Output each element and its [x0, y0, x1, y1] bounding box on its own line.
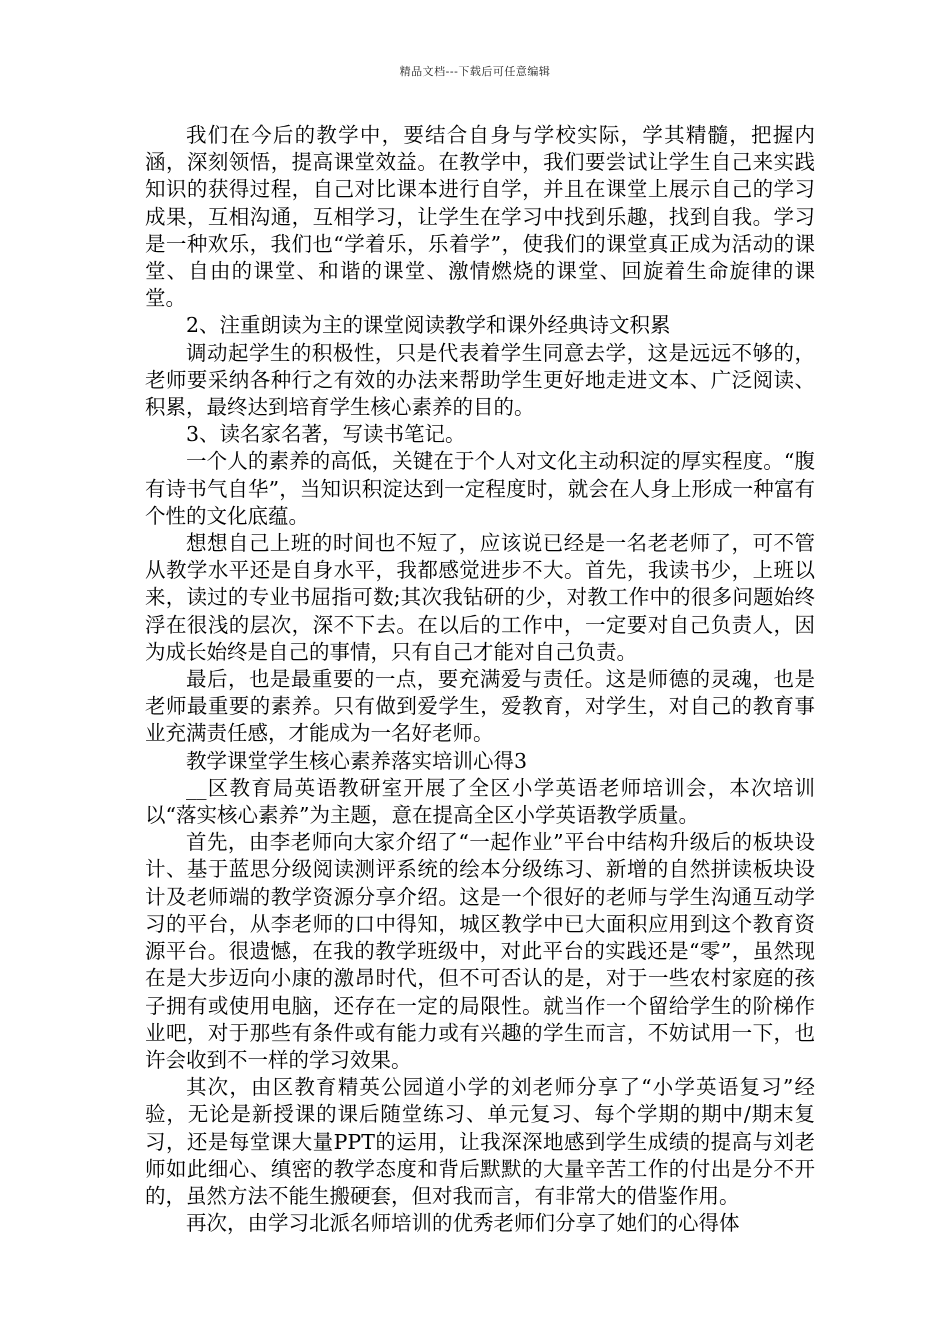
- document-body: [145, 122, 815, 1237]
- page-header: 精品文档---下载后可任意编辑: [399, 65, 551, 78]
- paragraph-5: 最后，也是最重要的一点，要充满爱与责任。这是师德的灵魂，也是老师最重要的素养。只有做到爱学生，爱教育，对学生，对自己的教育事业充满责任感，才能成为一名好老师。: [145, 667, 815, 746]
- paragraph-7: 首先，由李老师向大家介绍了“一起作业”平台中结构升级后的板块设计、基于蓝思分级阅读测评系统的绘本分级练习、新增的自然拼读板块设计及老师端的教学资源分享介绍。这是一个很好的老师与学生沟通互动学习的平台，从李老师的口中得知，城区教学中已大面积应用到这个教育资源平台。很遗憾，在我的教学班级中，对此平台的实践还是“零”，虽然现在是大步迈向小康的激昂时代，但不可否认的是，对于一些农村家庭的孩子拥有或使用电脑，还存在一定的局限性。就当作一个留给学生的阶梯作业吧，对于那些有条件或有能力或有兴趣的学生而言，不妨试用一下，也许会收到不一样的学习效果。: [145, 830, 815, 1072]
- paragraph-8: 其次，由区教育精英公园道小学的刘老师分享了“小学英语复习”经验，无论是新授课的课后随堂练习、单元复习、每个学期的期中/期末复习，还是每堂课大量PPT的运用，让我深深地感到学生成绩的提高与刘老师如此细心、缜密的教学态度和背后默默的大量辛苦工作的付出是分不开的，虽然方法不能生搬硬套，但对我而言，有非常大的借鉴作用。: [145, 1075, 815, 1208]
- paragraph-2: 调动起学生的积极性，只是代表着学生同意去学，这是远远不够的，老师要采纳各种行之有效的办法来帮助学生更好地走进文本、广泛阅读、积累，最终达到培育学生核心素养的目的。: [145, 340, 815, 420]
- paragraph-4: 想想自己上班的时间也不短了，应该说已经是一名老老师了，可不管从教学水平还是自身水平，我都感觉进步不大。首先，我读书少，上班以来，读过的专业书屈指可数;其次我钻研的少，对教工作中的很多问题始终浮在很浅的层次，深不下去。在以后的工作中，一定要对自己负责人，因为成长始终是自己的事情，只有自己才能对自己负责。: [145, 531, 815, 664]
- heading-point-2: 2、注重朗读为主的课堂阅读教学和课外经典诗文积累: [186, 313, 671, 338]
- heading-point-3: 3、读名家名著，写读书笔记。: [186, 422, 466, 447]
- section-title: 教学课堂学生核心素养落实培训心得3: [186, 748, 528, 773]
- paragraph-1: 我们在今后的教学中，要结合自身与学校实际，学其精髓，把握内涵，深刻领悟，提高课堂效益。在教学中，我们要尝试让学生自己来实践知识的获得过程，自己对比课本进行自学，并且在课堂上展示自己的学习成果，互相沟通，互相学习，让学生在学习中找到乐趣，找到自我。学习是一种欢乐，我们也“学着乐，乐着学”，使我们的课堂真正成为活动的课堂、自由的课堂、和谐的课堂、激情燃烧的课堂、回旋着生命旋律的课堂。: [145, 123, 815, 311]
- paragraph-3: 一个人的素养的高低，关键在于个人对文化主动积淀的厚实程度。“腹有诗书气自华”，当知识积淀达到一定程度时，就会在人身上形成一种富有个性的文化底蕴。: [145, 449, 815, 528]
- paragraph-9: 再次，由学习北派名师培训的优秀老师们分享了她们的心得体: [186, 1211, 740, 1236]
- paragraph-6: __区教育局英语教研室开展了全区小学英语老师培训会，本次培训以“落实核心素养”为主题，意在提高全区小学英语教学质量。: [145, 775, 815, 828]
